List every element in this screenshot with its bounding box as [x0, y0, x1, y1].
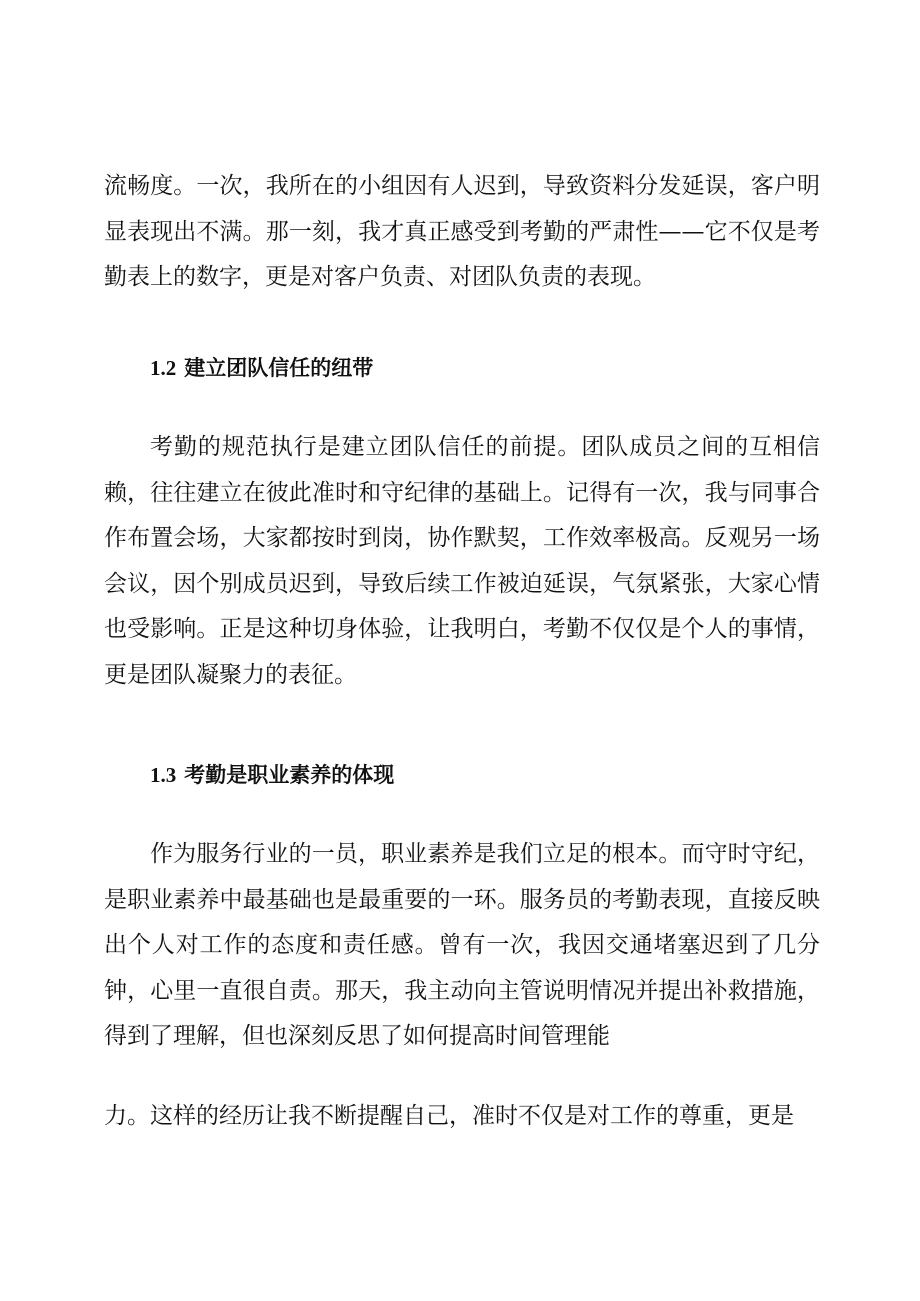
section-heading-1-3: [150, 760, 394, 790]
section-title: 考勤是职业素养的体现: [184, 763, 395, 787]
paragraph-tail: 力。这样的经历让我不断提醒自己，准时不仅是对工作的尊重，更是: [104, 1103, 794, 1129]
section-number: 1.2: [150, 356, 177, 380]
section-title: 建立团队信任的纽带: [184, 356, 374, 380]
section-heading-1-2: [150, 353, 373, 383]
paragraph-team-trust: 考勤的规范执行是建立团队信任的前提。团队成员之间的互相信赖，往往建立在彼此准时和守纪律的基础上。记得有一次，我与同事合作布置会场，大家都按时到岗，协作默契，工作效率极高。反观另一场会议，因个别成员迟到，导致后续工作被迫延误，气氛紧张，大家心情也受影响。正是这种切身体验，让我明白，考勤不仅仅是个人的事情，更是团队凝聚力的表征。: [104, 434, 820, 688]
section-number: 1.3: [150, 763, 177, 787]
paragraph-professionalism: 作为服务行业的一员，职业素养是我们立足的根本。而守时守纪，是职业素养中最基础也是最重要的一环。服务员的考勤表现，直接反映出个人对工作的态度和责任感。曾有一次，我因交通堵塞迟到了几分钟，心里一直很自责。那天，我主动向主管说明情况并提出补救措施，得到了理解，但也深刻反思了如何提高时间管理能: [104, 841, 820, 1049]
paragraph-continuation: 流畅度。一次，我所在的小组因有人迟到，导致资料分发延误，客户明显表现出不满。那一刻，我才真正感受到考勤的严肃性——它不仅是考勤表上的数字，更是对客户负责、对团队负责的表现。: [104, 173, 820, 290]
